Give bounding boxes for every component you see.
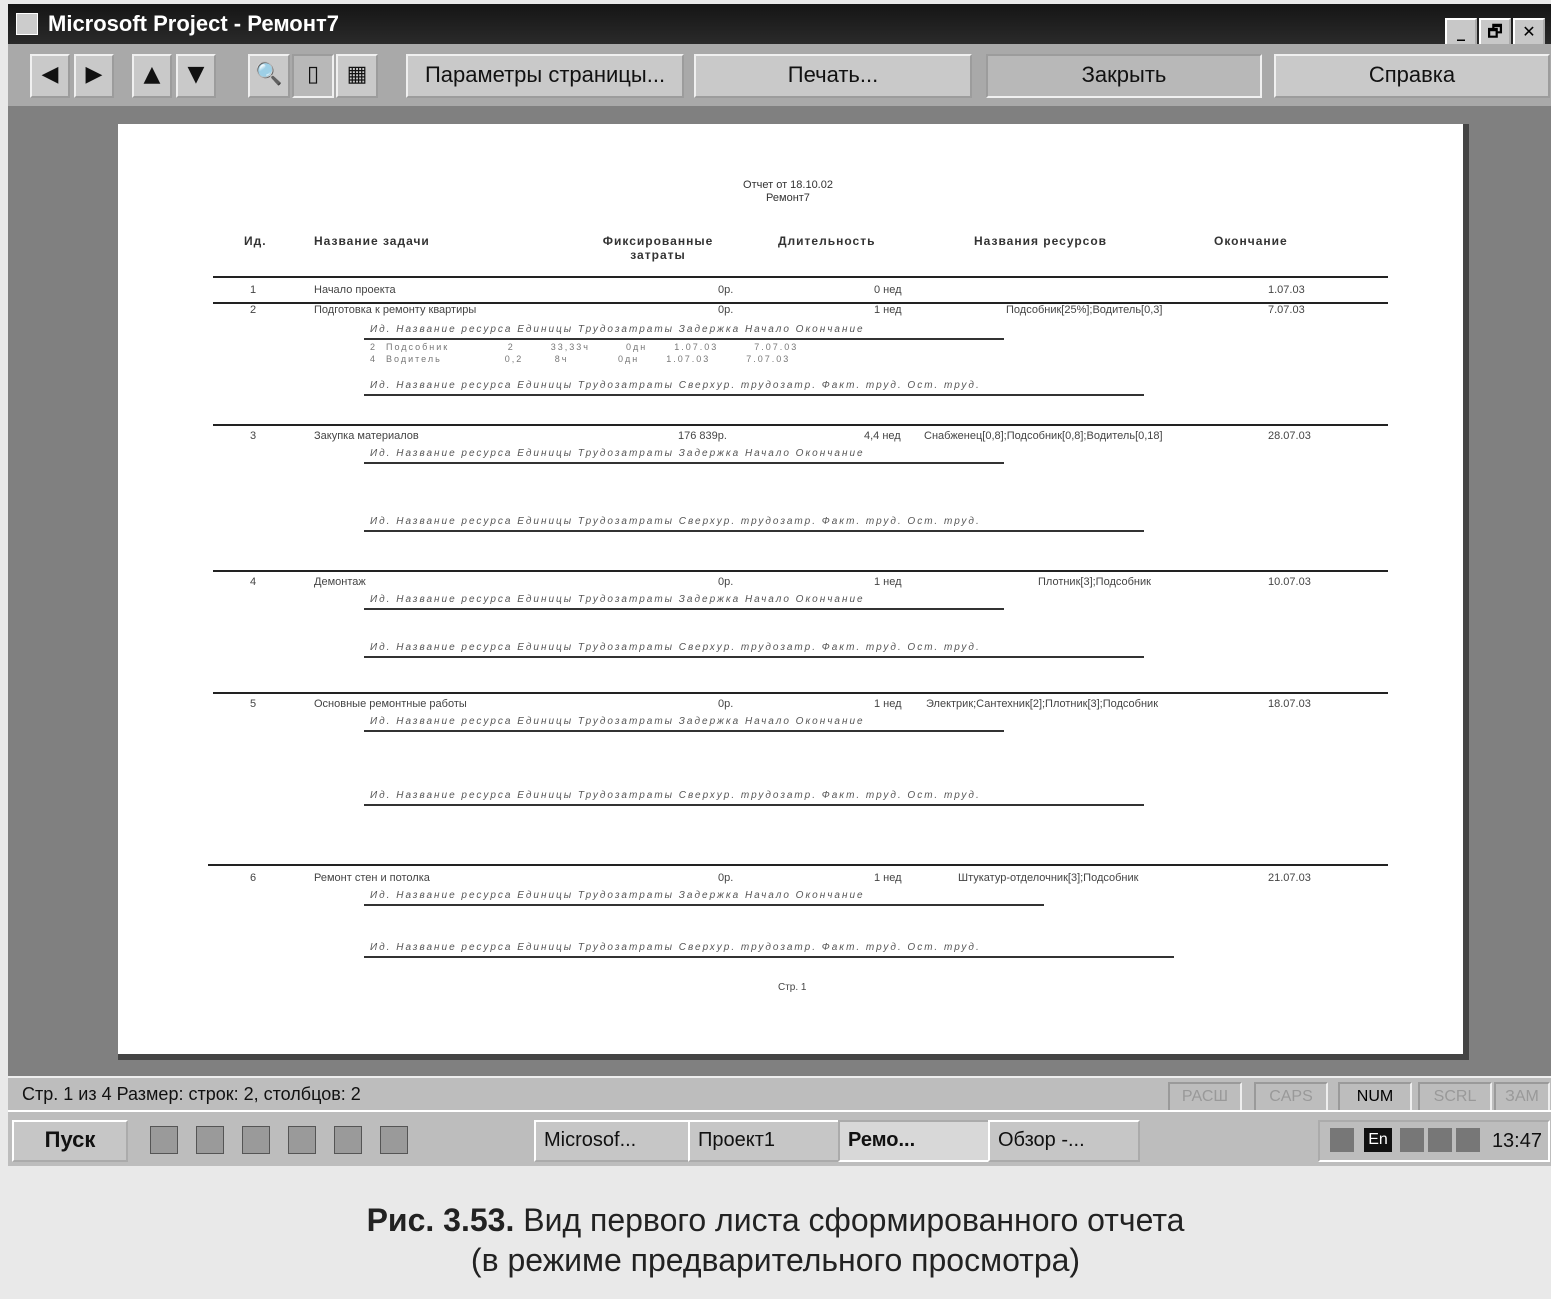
subtable-rule [364,462,1004,464]
task-word[interactable]: Microsof... [534,1120,690,1162]
language-indicator[interactable]: En [1364,1128,1392,1152]
page-footer: Стр. 1 [778,982,807,993]
task-resources: Снабженец[0,8];Подсобник[0,8];Водитель[0,18] [924,430,1163,442]
quicklaunch-icon[interactable] [334,1126,362,1154]
preview-workspace [8,106,1551,1076]
work-subheader: Ид. Название ресурса Единицы Трудозатраты Сверхур. трудозатр. Факт. труд. Ост. труд. [370,642,981,653]
col-header-resources: Названия ресурсов [974,234,1108,248]
subtable-rule [364,656,1144,658]
quicklaunch-icon[interactable] [242,1126,270,1154]
one-page-icon[interactable]: ▯ [292,54,334,98]
status-text: Стр. 1 из 4 Размер: строк: 2, столбцов: 2 [22,1084,361,1104]
task-finish: 21.07.03 [1268,872,1311,884]
row-rule [208,864,1388,866]
report-title-line1: Отчет от 18.10.02 [743,179,833,191]
clock: 13:47 [1491,1130,1542,1152]
row-rule [213,424,1388,426]
tray-icon[interactable] [1456,1128,1480,1152]
task-resources: Подсобник[25%];Водитель[0,3] [1006,304,1163,316]
status-ovr: ЗАМ [1494,1082,1550,1112]
desktop-screen [8,4,1551,1164]
task-resources: Плотник[3];Подсобник [1038,576,1151,588]
task-duration: 1 нед [874,872,902,884]
work-subheader: Ид. Название ресурса Единицы Трудозатраты Сверхур. трудозатр. Факт. труд. Ост. труд. [370,790,981,801]
col-header-cost: Фиксированные затраты [602,234,714,262]
col-header-finish: Окончание [1214,234,1288,248]
window-title: Microsoft Project - Ремонт7 [48,11,340,36]
col-header-name: Название задачи [314,234,430,248]
taskbar [8,1110,1551,1166]
preview-toolbar [8,44,1551,106]
tray-icon[interactable] [1400,1128,1424,1152]
subtable-rule [364,730,1004,732]
quicklaunch-icon[interactable] [380,1126,408,1154]
task-cost: 0р. [718,284,734,296]
assignment-subheader: Ид. Название ресурса Единицы Трудозатраты Задержка Начало Окончание [370,448,865,459]
row-rule [213,692,1388,694]
status-scrl: SCRL [1418,1082,1492,1112]
subtable-row: 4 Водитель 0,2 8ч 0дн 1.07.03 7.07.03 [370,354,791,364]
assignment-subheader: Ид. Название ресурса Единицы Трудозатраты Задержка Начало Окончание [370,324,865,335]
task-name: Ремонт стен и потолка [314,872,430,884]
task-id: 2 [250,304,257,316]
task-id: 1 [250,284,257,296]
caption-line1: Вид первого листа сформированного отчета [523,1202,1185,1238]
task-name: Начало проекта [314,284,396,296]
task-name: Основные ремонтные работы [314,698,467,710]
figure-number: Рис. 3.53. [366,1202,515,1238]
scroll-down-icon[interactable]: ▼ [176,54,216,98]
subtable-rule [364,956,1174,958]
print-button[interactable]: Печать... [694,54,972,98]
task-cost: 176 839р. [678,430,727,442]
start-button[interactable]: Пуск [12,1120,128,1162]
scroll-left-icon[interactable]: ◀ [30,54,70,98]
assignment-subheader: Ид. Название ресурса Единицы Трудозатраты Задержка Начало Окончание [370,594,865,605]
task-name: Подготовка к ремонту квартиры [314,304,477,316]
task-duration: 1 нед [874,304,902,316]
task-finish: 7.07.03 [1268,304,1305,316]
report-page [118,124,1469,1060]
task-id: 4 [250,576,257,588]
task-id: 3 [250,430,257,442]
task-finish: 18.07.03 [1268,698,1311,710]
project-app-icon [16,13,38,35]
network-icon[interactable] [1330,1128,1354,1152]
status-ext: РАСШ [1168,1082,1242,1112]
subtable-rule [364,530,1144,532]
status-caps: CAPS [1254,1082,1328,1112]
figure-caption [0,1200,1551,1280]
task-finish: 28.07.03 [1268,430,1311,442]
task-resources: Электрик;Сантехник[2];Плотник[3];Подсобник [926,698,1159,710]
page-setup-button[interactable]: Параметры страницы... [406,54,684,98]
scroll-up-icon[interactable]: ▲ [132,54,172,98]
minimize-button[interactable]: _ [1445,18,1477,48]
header-rule [213,276,1388,278]
task-id: 5 [250,698,257,710]
report-title-line2: Ремонт7 [766,192,810,204]
task-project1[interactable]: Проект1 [688,1120,840,1162]
assignment-subheader: Ид. Название ресурса Единицы Трудозатраты Задержка Начало Окончание [370,716,865,727]
task-name: Демонтаж [314,576,366,588]
task-cost: 0р. [718,304,734,316]
status-num: NUM [1338,1082,1412,1112]
col-header-id: Ид. [244,234,267,248]
zoom-icon[interactable]: 🔍 [248,54,290,98]
task-duration: 1 нед [874,698,902,710]
task-remont[interactable]: Ремо... [838,1120,990,1162]
help-button[interactable]: Справка [1274,54,1550,98]
close-preview-button[interactable]: Закрыть [986,54,1262,98]
task-finish: 1.07.03 [1268,284,1305,296]
close-window-button[interactable]: ✕ [1513,18,1545,48]
subtable-rule [364,804,1144,806]
scroll-right-icon[interactable]: ▶ [74,54,114,98]
task-name: Закупка материалов [314,430,419,442]
work-subheader: Ид. Название ресурса Единицы Трудозатраты Сверхур. трудозатр. Факт. труд. Ост. труд. [370,516,981,527]
task-duration: 0 нед [874,284,902,296]
report-title [638,179,938,205]
row-rule [213,570,1388,572]
multiple-pages-icon[interactable]: ▦ [336,54,378,98]
col-header-duration: Длительность [778,234,876,248]
caption-line2: (в режиме предварительного просмотра) [470,1242,1081,1278]
subtable-rule [364,904,1044,906]
task-cost: 0р. [718,872,734,884]
show-desktop-icon[interactable] [150,1126,178,1154]
title-bar [8,4,1551,44]
task-cost: 0р. [718,576,734,588]
task-explorer[interactable]: Обзор -... [988,1120,1140,1162]
system-tray [1318,1120,1550,1162]
subtable-rule [364,394,1144,396]
internet-explorer-icon[interactable] [288,1126,316,1154]
work-subheader: Ид. Название ресурса Единицы Трудозатраты Сверхур. трудозатр. Факт. труд. Ост. труд. [370,942,981,953]
task-cost: 0р. [718,698,734,710]
status-bar [8,1076,1551,1112]
volume-icon[interactable] [1428,1128,1452,1152]
work-subheader: Ид. Название ресурса Единицы Трудозатраты Сверхур. трудозатр. Факт. труд. Ост. труд. [370,380,981,391]
subtable-row: 2 Подсобник 2 33,33ч 0дн 1.07.03 7.07.03 [370,342,799,352]
subtable-rule [364,338,1004,340]
subtable-rule [364,608,1004,610]
maximize-button[interactable]: 🗗 [1479,18,1511,48]
task-duration: 4,4 нед [864,430,901,442]
task-duration: 1 нед [874,576,902,588]
quicklaunch-icon[interactable] [196,1126,224,1154]
assignment-subheader: Ид. Название ресурса Единицы Трудозатраты Задержка Начало Окончание [370,890,865,901]
task-resources: Штукатур-отделочник[3];Подсобник [958,872,1139,884]
task-id: 6 [250,872,257,884]
task-finish: 10.07.03 [1268,576,1311,588]
